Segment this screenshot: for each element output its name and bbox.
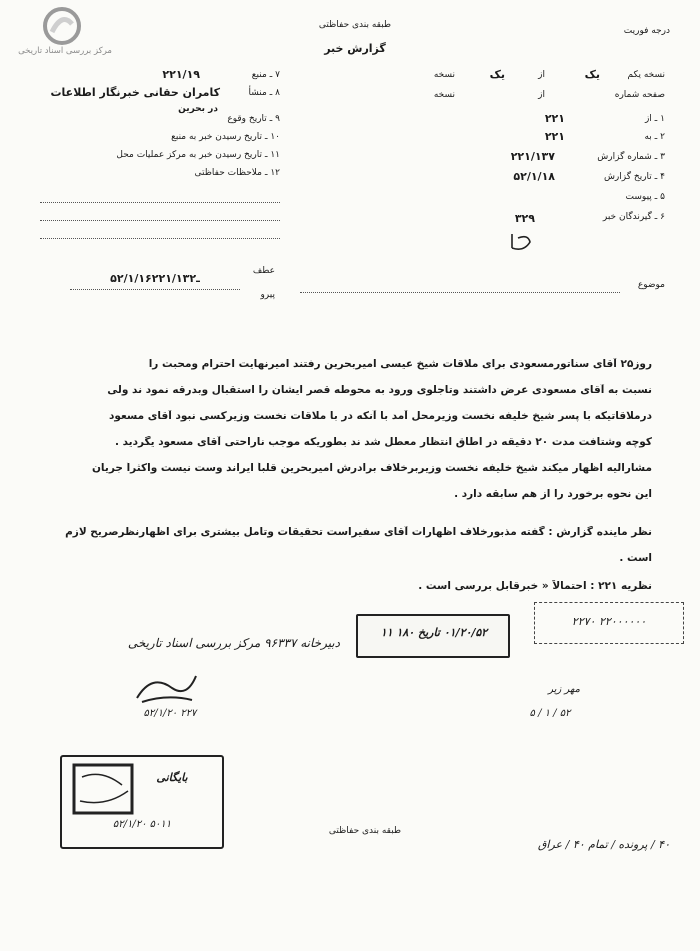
date-stamp-text: ۰۱/۲۰/۵۲ تاریخ ۱۸۰ ۱۱	[380, 626, 488, 639]
field-attachment-label: ۵ ـ پیوست	[625, 192, 665, 202]
right-fields	[420, 66, 665, 266]
left-fields	[40, 66, 280, 246]
signature-icon	[132, 668, 202, 708]
analysis-line: نظر ماینده گزارش : گفته مذبورخلاف اظهارات آقای سفیراست تحقیقات وتامل بیشتری برای اظهارنظرصریح لازم	[65, 526, 652, 538]
archive-stamp-number: ۵۰۱۱ ۵۲/۱/۲۰	[112, 819, 172, 830]
reference-label: عطف	[252, 266, 275, 276]
registry-stamp-text: ۲۲۰۰۰۰۰۰ ۲۲۷۰	[571, 615, 647, 628]
handwritten-note-registry: دبیرخانه ۹۶۳۳۷ مرکز بررسی اسناد تاریخی	[127, 636, 340, 650]
page-number-label: صفحه شماره	[614, 90, 665, 100]
field-date-to-center-label: ۱۱ ـ تاریخ رسیدن خبر به مرکز عملیات محل	[116, 150, 280, 160]
handwritten-date-right: ۵ / ۱ / ۵۲	[529, 708, 571, 719]
archive-stamp-text: بایگانی	[156, 771, 188, 784]
field-to-label: ۲ ـ به	[644, 132, 665, 142]
body-line: این نحوه برخورد را از هم سابقه دارد .	[454, 488, 652, 500]
registry-stamp	[534, 602, 684, 644]
header-classification: طبقه بندی حفاظتی	[318, 20, 392, 30]
subject-label: موضوع	[637, 280, 665, 290]
field-report-number-value: ۲۲۱/۱۳۷	[510, 150, 555, 163]
opinion-line: نظریه ۲۲۱ : احتمالاً « خبرقابل بررسی است .	[418, 580, 652, 592]
urgency-label: درجه فوریت	[623, 26, 670, 36]
page-unit: نسخه	[433, 90, 455, 100]
copy-number-value: یک	[584, 68, 600, 81]
archive-logo	[10, 6, 110, 56]
handwritten-code: ۵۲/۱/۲۰ ۲۲۷	[143, 708, 197, 719]
body-line: کوچه وشتافت مدت ۲۰ دقیقه در اطاق انتظار معطل شد ند بطوریکه موجب ناراحتی آقای مسعود یگردید .	[114, 436, 652, 448]
subject-dotted-line	[300, 292, 620, 293]
date-stamp	[356, 614, 510, 658]
field-source-label: ۷ ـ منبع	[251, 70, 280, 80]
field-recipients-label: ۶ ـ گیرندگان خبر	[602, 212, 665, 222]
field-recipients-value: ۳۲۹	[514, 212, 535, 225]
watermark-text: مرکز بررسی اسناد تاریخی	[18, 46, 112, 56]
footer-classification: طبقه بندی حفاظتی	[328, 826, 402, 836]
page-title: گزارش خبر	[324, 42, 386, 55]
body-line: مشارالیه اظهار میکند شیخ خلیفه نخست وزیربرخلاف برادرش امیربحرین قلباً ایراند وست نیست واکثراً جریان	[91, 462, 652, 474]
of-value: یک	[489, 68, 505, 81]
body-line: درملاقاتیکه با پسر شیخ خلیفه نخست وزیرمحل آمد با آنکه در با ملاقات نخست وزیرکسی نبود آقای مسعود	[109, 410, 652, 422]
field-report-date-value: ۵۲/۱/۱۸	[513, 170, 555, 183]
left-dotted-line	[40, 220, 280, 221]
field-origin-label: ۸ ـ منشأ	[248, 88, 280, 98]
analysis-line-cont: است .	[619, 552, 652, 564]
field-to-value: ۲۲۱	[544, 130, 565, 143]
archive-stamp	[60, 755, 224, 849]
body-line: نسبت به آقای مسعودی عرض داشتند وتاجلوی ورود به محوطه قصر ایشان را استقبال وبدرقه نمود ند ولی	[107, 384, 652, 396]
reference-sub-label: پیرو	[260, 290, 275, 300]
field-date-to-source-label: ۱۰ ـ تاریخ رسیدن خبر به منبع	[171, 132, 280, 142]
field-origin-value2: در بحرین	[178, 104, 218, 114]
archive-emblem-icon	[42, 6, 82, 46]
field-report-number-label: ۳ ـ شماره گزارش	[597, 152, 665, 162]
field-date-occurred-label: ۹ ـ تاریخ وقوع	[227, 114, 280, 124]
left-dotted-line	[40, 202, 280, 203]
field-from-label: ۱ ـ از	[644, 114, 665, 124]
body-line: روز۲۵ آقای سناتورمسعودی برای ملاقات شیخ عیسی امیربحرین رفتند امیرنهایت احترام ومحبت را	[148, 358, 652, 370]
page-of-label: از	[538, 90, 545, 100]
field-origin-value: کامران حقانی خبرنگار اطلاعات	[50, 86, 220, 99]
field-report-date-label: ۴ ـ تاریخ گزارش	[603, 172, 665, 182]
field-from-value: ۲۲۱	[544, 112, 565, 125]
reference-dotted-line	[70, 289, 240, 290]
handwritten-mark-icon	[508, 230, 538, 252]
handwritten-bottom-note: ۴۰ / پرونده / تمام ۴۰ / عراق	[537, 838, 670, 851]
copy-number-label: نسخه یکم	[627, 70, 665, 80]
copy-unit: نسخه	[433, 70, 455, 80]
left-dotted-line	[40, 238, 280, 239]
reference-value: ۵۲/۱/۱۶ـ۲۲۱/۱۳۲	[110, 272, 200, 285]
of-label: از	[538, 70, 545, 80]
handwritten-signature-right: مهر زیر	[548, 684, 580, 695]
field-security-notes-label: ۱۲ ـ ملاحظات حفاظتی	[194, 168, 280, 178]
field-source-value: ۲۲۱/۱۹	[162, 68, 200, 81]
